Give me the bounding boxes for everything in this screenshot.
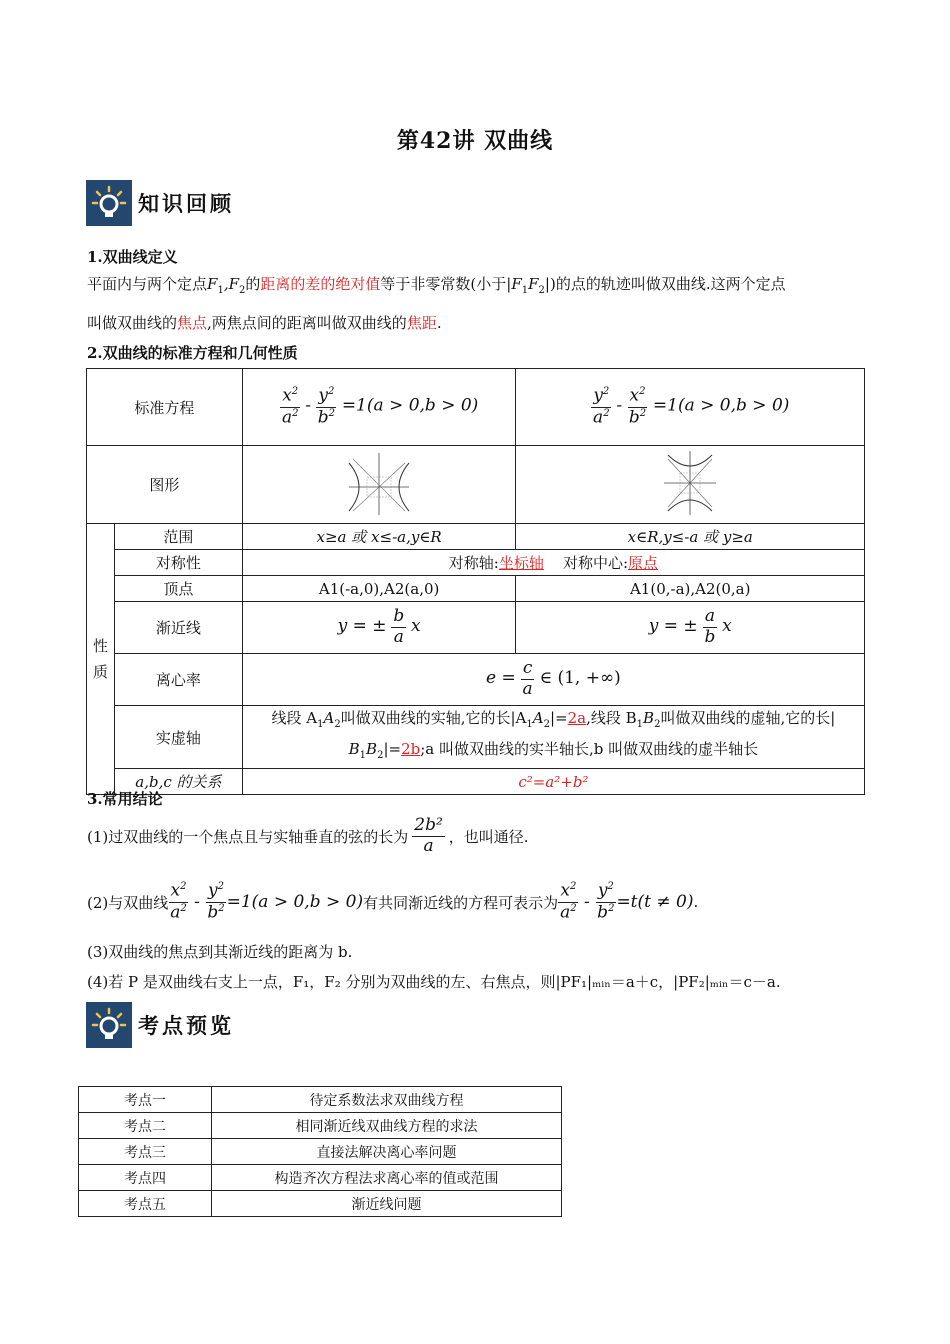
abc-relation: c²=a²+b² — [242, 769, 864, 795]
graph-vertical — [516, 446, 865, 524]
section-heading: 2.双曲线的标准方程和几何性质 — [87, 344, 298, 362]
row-label: 对称性 — [114, 550, 242, 576]
hyperbola-horizontal-figure — [345, 449, 413, 517]
row-label: 图形 — [87, 446, 243, 524]
highlight-term: 焦距 — [406, 314, 437, 332]
lightbulb-icon — [86, 180, 132, 226]
equation-vertical: $\frac{y^2}{a^2}$ - $\frac{x^2}{b^2}$ =1(a > 0,b > 0) — [516, 369, 865, 446]
table-row: 考点四 构造齐次方程法求离心率的值或范围 — [79, 1165, 562, 1191]
equation-horizontal: $\frac{x^2}{a^2}$ - $\frac{y^2}{b^2}$ =1(a > 0,b > 0) — [242, 369, 516, 446]
asymptote-horizontal: y = ± $\frac{b}{a}$ x — [242, 602, 516, 654]
conclusion-4: (4)若 P 是双曲线右支上一点，F₁，F₂ 分别为双曲线的左、右焦点，则|PF₁|ₘᵢₙ＝a＋c，|PF₂|ₘᵢₙ＝c－a. — [87, 973, 781, 991]
banner-title: 考点预览 — [138, 1014, 234, 1038]
lightbulb-icon — [86, 1002, 132, 1048]
row-label: 标准方程 — [87, 369, 243, 446]
table-row: 考点二 相同渐近线双曲线方程的求法 — [79, 1113, 562, 1139]
table-row: 考点三 直接法解决离心率问题 — [79, 1139, 562, 1165]
table-row: 考点五 渐近线问题 — [79, 1191, 562, 1217]
row-label: a,b,c 的关系 — [114, 769, 242, 795]
section-banner-review — [86, 180, 234, 226]
highlight-term: 焦点 — [177, 314, 208, 332]
highlight-term: 距离的差的绝对值 — [260, 275, 381, 293]
row-label: 实虚轴 — [114, 706, 242, 769]
graph-horizontal — [242, 446, 516, 524]
section-heading: 1.双曲线定义 — [87, 248, 178, 266]
conclusion-1: (1)过双曲线的一个焦点且与实轴垂直的弦的长为 $\frac{\text{2b²}}{a}$ ，也叫通径. — [87, 814, 529, 856]
property-group-label: 性 质 — [87, 524, 115, 795]
row-label: 范围 — [114, 524, 242, 550]
range-vertical: x∈R,y≤-a 或 y≥a — [516, 524, 865, 550]
row-label: 顶点 — [114, 576, 242, 602]
row-label: 离心率 — [114, 654, 242, 706]
topics-preview-table — [78, 1086, 562, 1217]
asymptote-vertical: y = ± $\frac{a}{b}$ x — [516, 602, 865, 654]
vertex-vertical: A1(0,-a),A2(0,a) — [516, 576, 865, 602]
page-title: 第42讲 双曲线 — [396, 128, 554, 154]
axes-description: 线段 $A_1A_2$叫做双曲线的实轴,它的长$|A_1A_2|=2a$,线段 $B_1B_2$叫做双曲线的虚轴,它的长| $B_1B_2|=2b;a$ 叫做双曲线的实半轴长,b 叫做双曲线的虚半轴长 — [242, 706, 864, 769]
banner-title: 知识回顾 — [138, 192, 234, 216]
table-row: 考点一 待定系数法求双曲线方程 — [79, 1087, 562, 1113]
symmetry-value: 对称轴:坐标轴 对称中心:原点 — [242, 550, 864, 576]
vertex-horizontal: A1(-a,0),A2(a,0) — [242, 576, 516, 602]
conclusion-2: (2)与双曲线 $\frac{x^2}{a^2}$ - $\frac{y^2}{b^2}$ =1(a > 0,b > 0) 有共同渐近线的方程可表示为 $\frac{x^2}{a^2}$ - $\frac{y^2}{b^2}$ =t(t ≠ 0) . — [87, 880, 699, 923]
definition-paragraph: 平面内与两个定点$F_1,F_2$的距离的差的绝对值等于非零常数(小于$|F_1F_2|$)的点的轨迹叫做双曲线.这两个定点 叫做双曲线的焦点,两焦点间的距离叫做双曲线的焦距. — [87, 275, 786, 332]
section-heading: 3.常用结论 — [87, 790, 163, 808]
conclusion-3: (3)双曲线的焦点到其渐近线的距离为 b. — [87, 943, 353, 961]
hyperbola-vertical-figure — [662, 449, 718, 517]
range-horizontal: x≥a 或 x≤-a,y∈R — [242, 524, 516, 550]
hyperbola-properties-table — [86, 368, 865, 795]
eccentricity-value: e = $\frac{c}{a}$ ∈ (1, +∞) — [242, 654, 864, 706]
section-banner-preview — [86, 1002, 234, 1048]
row-label: 渐近线 — [114, 602, 242, 654]
